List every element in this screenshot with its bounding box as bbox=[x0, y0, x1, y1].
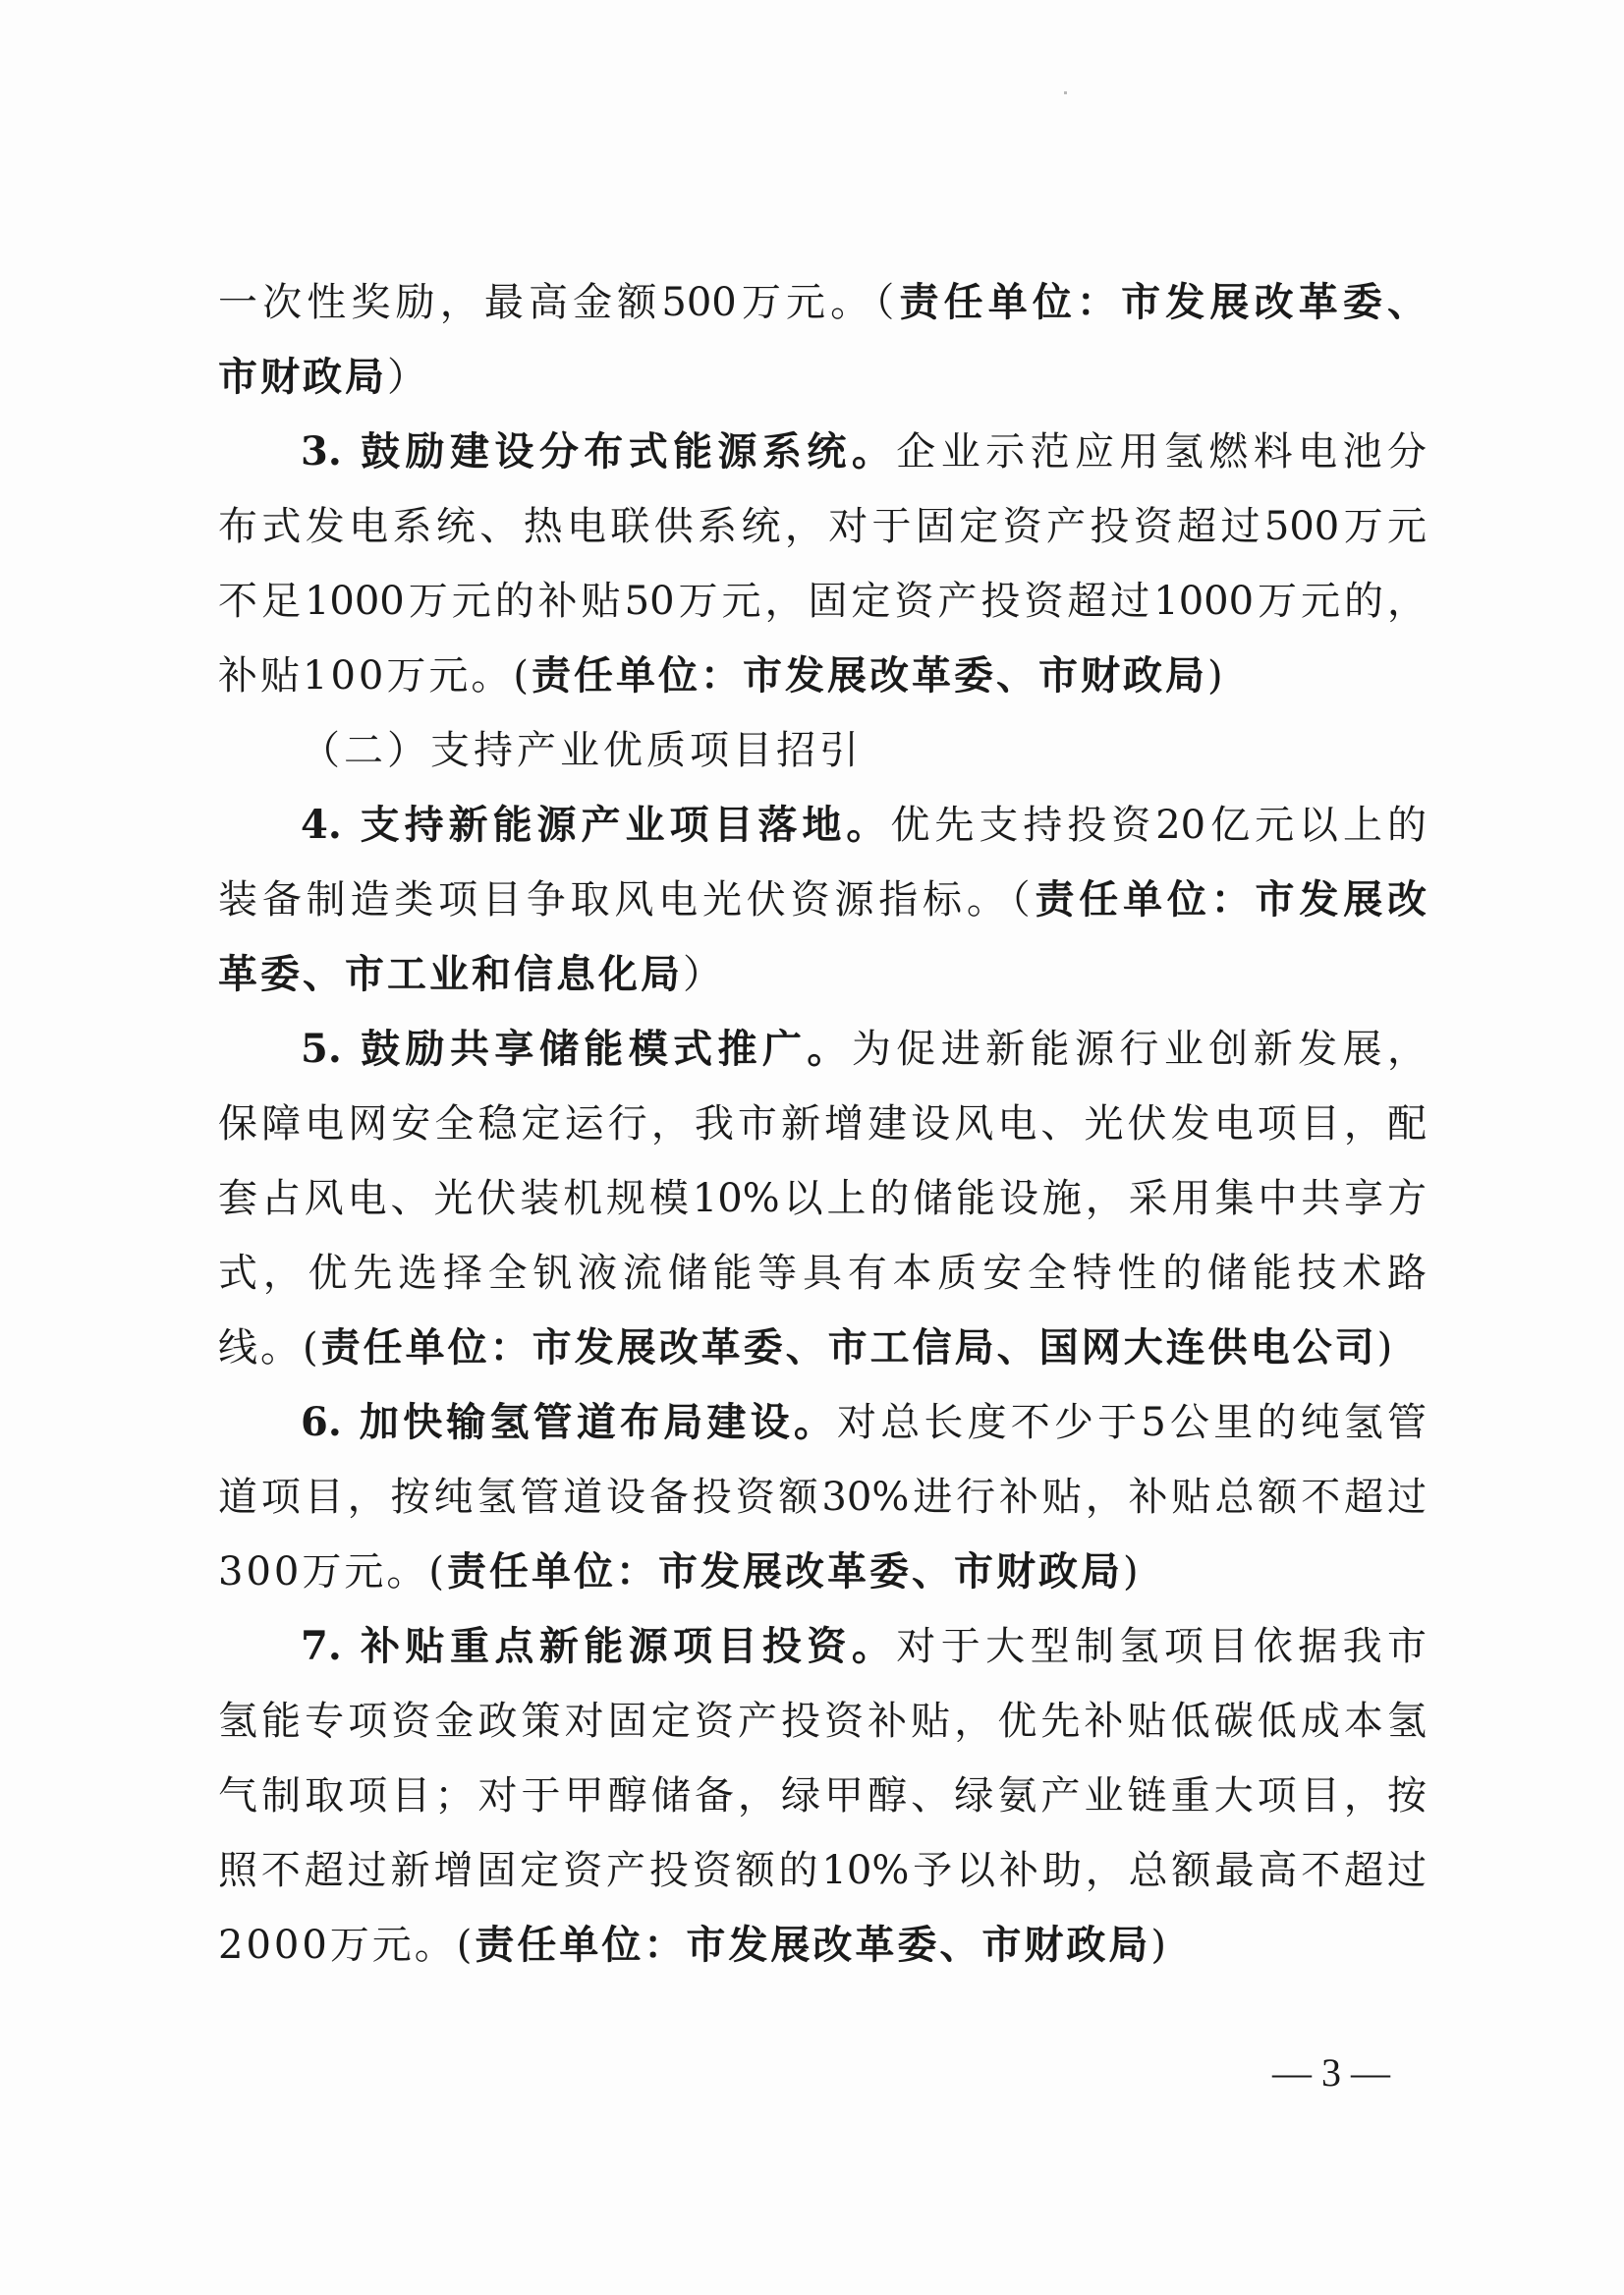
text-run: ) bbox=[1122, 1549, 1142, 1595]
text-run: 一次性奖励，最高金额500万元。（ bbox=[218, 280, 900, 325]
section-heading bbox=[218, 713, 1427, 788]
responsible-units: 责任单位：市发展改革委、市财政局 bbox=[531, 652, 1207, 699]
item-title: 5. 鼓励共享储能模式推广。 bbox=[301, 1026, 852, 1072]
text-run: 装备制造类项目争取风电光伏资源指标。（ bbox=[218, 877, 1036, 923]
text-run: 式，优先选择全钒液流储能等具有本质安全特性的储能技术路 bbox=[218, 1251, 1427, 1296]
responsible-units: 责任单位：市发展改革委、市财政局 bbox=[475, 1922, 1151, 1968]
text-run: 企业示范应用氢燃料电池分 bbox=[896, 429, 1428, 475]
text-run: ) bbox=[1206, 653, 1226, 699]
text-run: 套占风电、光伏装机规模10%以上的储能设施，采用集中共享方 bbox=[218, 1176, 1427, 1221]
paragraph-line bbox=[218, 639, 1427, 713]
text-run: ） bbox=[387, 355, 429, 400]
item-heading-line bbox=[218, 415, 1427, 489]
text-run: 为促进新能源行业创新发展， bbox=[851, 1027, 1427, 1072]
text-run: ） bbox=[683, 952, 725, 997]
text-run: 补贴100万元。( bbox=[218, 653, 532, 699]
responsible-units: 责任单位：市发展改 bbox=[1035, 876, 1428, 923]
text-run: ) bbox=[1150, 1923, 1170, 1968]
text-run: 2000万元。( bbox=[218, 1923, 476, 1968]
item-heading-line bbox=[218, 1385, 1427, 1460]
text-run: 氢能专项资金政策对固定资产投资补贴，优先补贴低碳低成本氢 bbox=[218, 1699, 1427, 1744]
text-run: 线。( bbox=[218, 1325, 321, 1371]
text-run: 保障电网安全稳定运行，我市新增建设风电、光伏发电项目，配 bbox=[218, 1101, 1427, 1147]
text-run: 300万元。( bbox=[218, 1549, 447, 1595]
paragraph-line bbox=[218, 1311, 1427, 1385]
page-number: — 3 — bbox=[1272, 2050, 1390, 2095]
responsible-units: 革委、市工业和信息化局 bbox=[218, 951, 683, 997]
responsible-units: 责任单位：市发展改革委、市工信局、国网大连供电公司 bbox=[320, 1324, 1377, 1371]
section-title: （二）支持产业优质项目招引 bbox=[301, 728, 863, 773]
paragraph-line bbox=[218, 1236, 1427, 1311]
item-title: 6. 加快输氢管道布局建设。 bbox=[301, 1399, 838, 1445]
paragraph-line bbox=[218, 1087, 1427, 1161]
paragraph-line bbox=[218, 564, 1427, 639]
paragraph-line bbox=[218, 489, 1427, 564]
item-title: 7. 补贴重点新能源项目投资。 bbox=[301, 1623, 897, 1669]
responsible-units: 责任单位：市发展改革委、市财政局 bbox=[446, 1548, 1123, 1595]
paragraph-line bbox=[218, 1684, 1427, 1759]
item-heading-line bbox=[218, 788, 1427, 863]
text-run: 道项目，按纯氢管道设备投资额30%进行补贴，补贴总额不超过 bbox=[218, 1475, 1427, 1520]
paragraph-line bbox=[218, 937, 1427, 1012]
paragraph-line bbox=[218, 1833, 1427, 1908]
item-title: 4. 支持新能源产业项目落地。 bbox=[301, 802, 891, 848]
text-run: 布式发电系统、热电联供系统，对于固定资产投资超过500万元 bbox=[218, 504, 1427, 549]
paragraph-line bbox=[218, 1759, 1427, 1833]
text-run: 不足1000万元的补贴50万元，固定资产投资超过1000万元的， bbox=[218, 579, 1427, 624]
paragraph-line bbox=[218, 1161, 1427, 1236]
paragraph-line bbox=[218, 265, 1427, 340]
paragraph-line bbox=[218, 863, 1427, 937]
responsible-units: 市财政局 bbox=[218, 354, 387, 400]
document-body bbox=[218, 265, 1427, 1983]
text-run: 对总长度不少于5公里的纯氢管 bbox=[837, 1400, 1427, 1445]
text-run: 优先支持投资20亿元以上的 bbox=[890, 803, 1428, 848]
item-title: 3. 鼓励建设分布式能源系统。 bbox=[301, 428, 897, 475]
text-run: 气制取项目；对于甲醇储备，绿甲醇、绿氨产业链重大项目，按 bbox=[218, 1773, 1427, 1819]
scan-speck bbox=[1064, 91, 1067, 94]
text-run: 对于大型制氢项目依据我市 bbox=[896, 1624, 1428, 1669]
text-run: ) bbox=[1376, 1325, 1396, 1371]
paragraph-line bbox=[218, 340, 1427, 415]
text-run: 照不超过新增固定资产投资额的10%予以补助，总额最高不超过 bbox=[218, 1848, 1427, 1893]
responsible-units: 责任单位：市发展改革委、 bbox=[899, 279, 1427, 325]
paragraph-line bbox=[218, 1908, 1427, 1983]
paragraph-line bbox=[218, 1535, 1427, 1609]
paragraph-line bbox=[218, 1460, 1427, 1535]
item-heading-line bbox=[218, 1012, 1427, 1087]
item-heading-line bbox=[218, 1609, 1427, 1684]
